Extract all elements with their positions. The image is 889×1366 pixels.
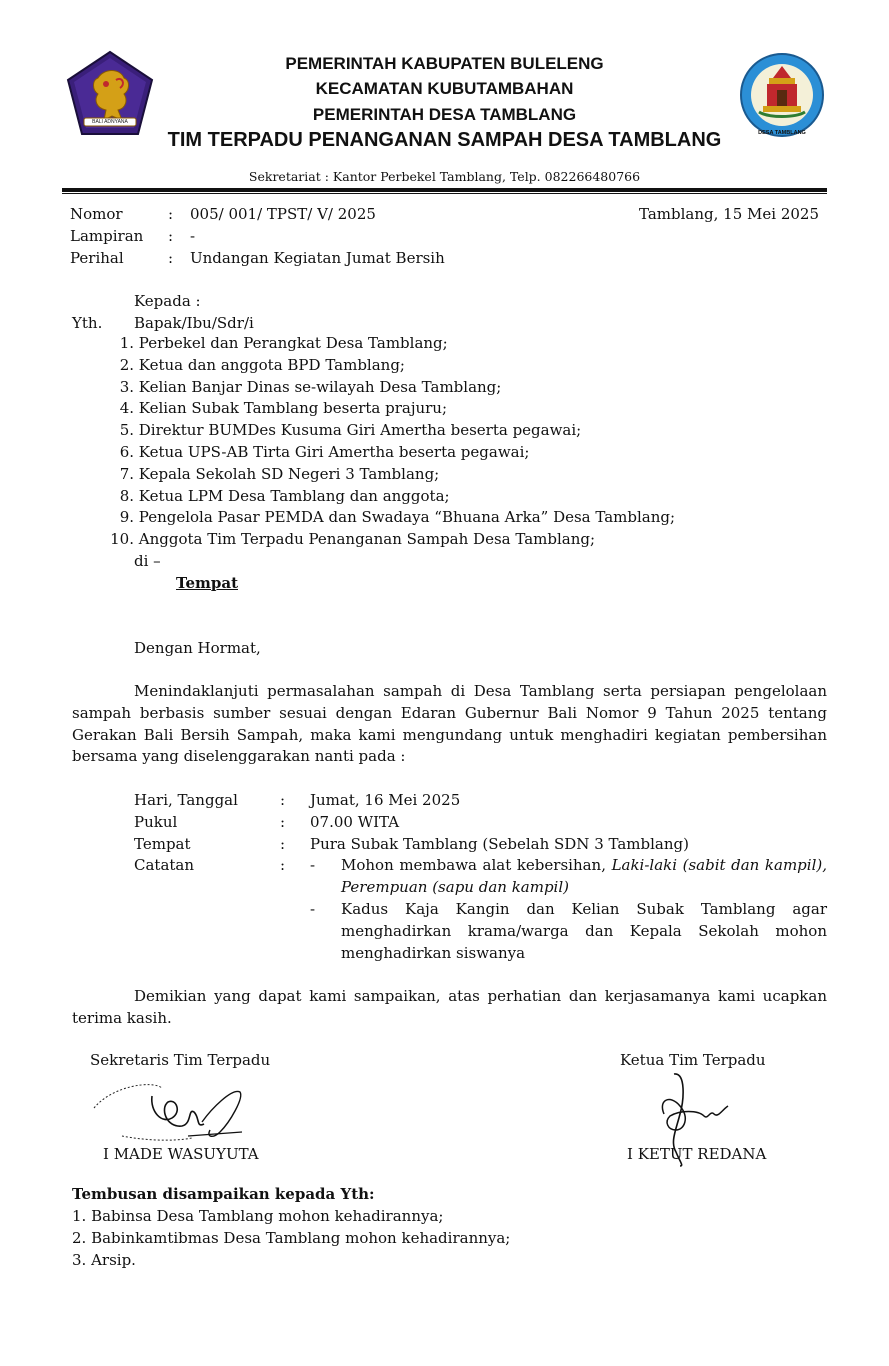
lampiran-value: - (190, 227, 196, 245)
right-signature-title: Ketua Tim Terpadu (620, 1051, 766, 1069)
salutation: Bapak/Ibu/Sdr/i (134, 314, 254, 332)
note-1-italic: Laki-laki (sabit dan kampil), Perempuan (sapu dan kampil) (341, 856, 827, 896)
list-item-number: 5. (119, 421, 134, 440)
list-item-text: Ketua UPS-AB Tirta Giri Amertha beserta pegawai; (138, 442, 530, 461)
hari-label: Hari, Tanggal (134, 791, 238, 809)
kepada-label: Kepada : (134, 292, 201, 310)
list-item-number: 8. (119, 486, 134, 505)
list-item (100, 355, 675, 377)
header-line-3: PEMERINTAH DESA TAMBLANG (312, 105, 577, 124)
left-logo-text: BALI ADNYANA (92, 119, 128, 125)
list-item (100, 333, 675, 355)
list-item-text: Kelian Subak Tamblang beserta prajuru; (138, 399, 448, 418)
nomor-colon: : (168, 205, 174, 223)
list-item (100, 486, 675, 508)
note-1-dash: - (310, 856, 316, 874)
detail-hari (134, 790, 460, 812)
list-item-number: 10. (110, 530, 134, 549)
di-label: di – (134, 552, 161, 570)
recipient-list (100, 333, 675, 551)
pukul-value: 07.00 WITA (310, 813, 400, 831)
perihal-colon: : (168, 249, 174, 267)
meta-lampiran (70, 226, 195, 248)
yth-label: Yth. (72, 314, 103, 332)
nomor-label: Nomor (70, 205, 123, 223)
list-item-number: 2. (119, 355, 134, 374)
perihal-label: Perihal (70, 249, 124, 267)
list-item-number: 1. (119, 334, 134, 352)
tembusan-item: 2. Babinkamtibmas Desa Tamblang mohon kehadirannya; (72, 1229, 511, 1247)
list-item-number: 9. (119, 508, 134, 527)
body-paragraph-text: Menindaklanjuti permasalahan sampah di Desa Tamblang serta persiapan pengelolaan sampah berbasis sumber sesuai dengan Edaran Gubernur Bali Nomor 9 Tahun 2025 tentang Gerakan Bali Bersih Sampah, maka kami mengundang untuk menghadiri kegiatan pembersihan bersama yang diselenggarakan nanti pada : (72, 682, 827, 766)
note-1-plain: Mohon membawa alat kebersihan, (341, 856, 612, 874)
detail-pukul (134, 812, 399, 834)
tembusan-heading: Tembusan disampaikan kepada Yth: (72, 1185, 375, 1203)
pukul-colon: : (280, 813, 286, 831)
closing-paragraph (72, 986, 827, 1030)
list-item-text: Direktur BUMDes Kusuma Giri Amertha beserta pegawai; (138, 421, 582, 440)
list-item-number: 6. (119, 442, 134, 461)
list-item-text: Anggota Tim Terpadu Penanganan Sampah Desa Tamblang; (138, 530, 596, 549)
note-2-dash: - (310, 900, 316, 918)
list-item-number: 3. (119, 377, 134, 396)
meta-nomor (70, 204, 376, 226)
closing-text: Demikian yang dapat kami sampaikan, atas perhatian dan kerjasamanya kami ucapkan terima kasih. (72, 987, 827, 1027)
header-rule-thin (62, 193, 827, 194)
tempat-label: Tempat (134, 835, 191, 853)
perihal-value: Undangan Kegiatan Jumat Bersih (190, 249, 445, 267)
header-line-4: TIM TERPADU PENANGANAN SAMPAH DESA TAMBLANG (167, 129, 722, 151)
right-signatory-name: I KETUT REDANA (627, 1145, 767, 1163)
list-item (100, 507, 675, 529)
detail-tempat (134, 834, 689, 856)
tembusan-item: 1. Babinsa Desa Tamblang mohon kehadirannya; (72, 1207, 444, 1225)
list-item-text: Pengelola Pasar PEMDA dan Swadaya “Bhuana Arka” Desa Tamblang; (138, 508, 676, 527)
left-signature-title: Sekretaris Tim Terpadu (90, 1051, 271, 1069)
list-item (100, 442, 675, 464)
note-2 (310, 899, 827, 964)
tempat-value: Pura Subak Tamblang (Sebelah SDN 3 Tamblang) (310, 835, 689, 853)
list-item (100, 377, 675, 399)
header-rule-thick (62, 188, 827, 192)
hari-value: Jumat, 16 Mei 2025 (310, 791, 461, 809)
list-item-text: Ketua dan anggota BPD Tamblang; (138, 355, 405, 374)
list-item (100, 420, 675, 442)
list-item-text: Kelian Banjar Dinas se-wilayah Desa Tamblang; (138, 377, 502, 396)
list-item-number: 4. (119, 399, 134, 418)
nomor-value: 005/ 001/ TPST/ V/ 2025 (190, 205, 376, 223)
list-item-number: 7. (119, 464, 134, 483)
left-signatory-name: I MADE WASUYUTA (103, 1145, 259, 1163)
secretariat-line: Sekretariat : Kantor Perbekel Tamblang, Telp. 082266480766 (248, 169, 641, 184)
list-item-text: Ketua LPM Desa Tamblang dan anggota; (138, 486, 450, 505)
catatan-label: Catatan (134, 856, 195, 874)
catatan-colon: : (280, 856, 286, 874)
tembusan-item: 3. Arsip. (72, 1251, 136, 1269)
lampiran-colon: : (168, 227, 174, 245)
place-date: Tamblang, 15 Mei 2025 (639, 205, 819, 223)
header-line-1: PEMERINTAH KABUPATEN BULELENG (285, 54, 604, 73)
body-paragraph (72, 681, 827, 768)
header-line-2: KECAMATAN KUBUTAMBAHAN (315, 79, 574, 98)
list-item (100, 398, 675, 420)
note-2-text: Kadus Kaja Kangin dan Kelian Subak Tamblang agar menghadirkan krama/warga dan Kepala Sekolah mohon menghadirkan siswanya (341, 900, 827, 962)
hari-colon: : (280, 791, 286, 809)
note-1 (310, 855, 827, 899)
list-item (100, 464, 675, 486)
note-1-text (341, 855, 827, 899)
tempat-colon: : (280, 835, 286, 853)
list-item-text: Perbekel dan Perangkat Desa Tamblang; (138, 334, 448, 352)
tempat-heading: Tempat (176, 574, 238, 592)
greeting: Dengan Hormat, (134, 639, 261, 657)
list-item-text: Kepala Sekolah SD Negeri 3 Tamblang; (138, 464, 440, 483)
lampiran-label: Lampiran (70, 227, 144, 245)
list-item (100, 529, 675, 551)
meta-perihal (70, 248, 445, 270)
right-logo-text: DESA TAMBLANG (758, 130, 806, 136)
left-signature-image (92, 1078, 252, 1148)
detail-catatan (134, 855, 310, 877)
pukul-label: Pukul (134, 813, 178, 831)
